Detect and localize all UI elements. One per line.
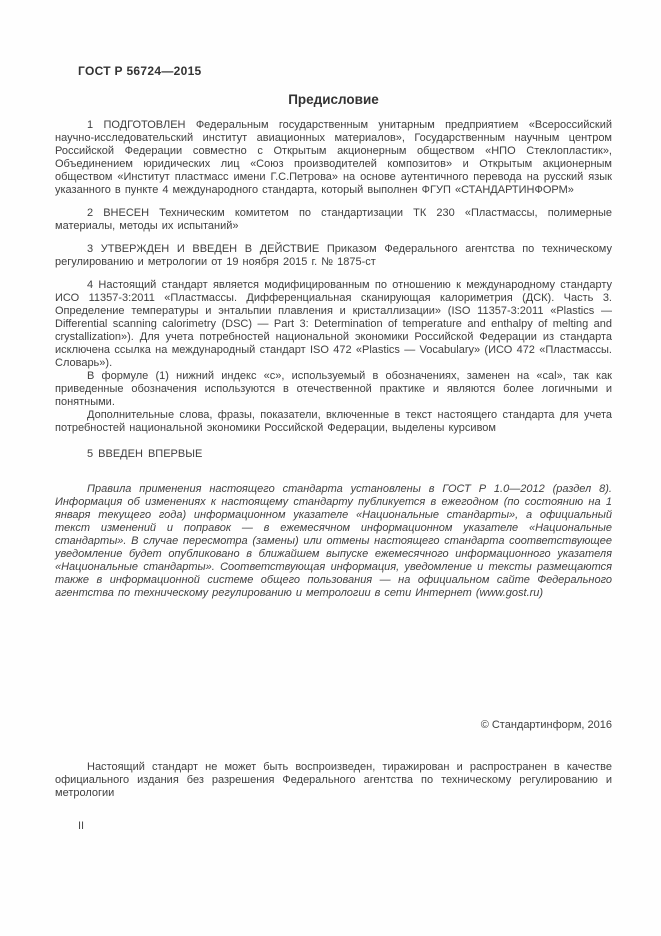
page-number: II [78, 820, 85, 832]
reproduction-restriction-note: Настоящий стандарт не может быть воспроизведен, тиражирован и распространен в качестве официального издания без разрешения Федерального агентства по техническому регулированию и метрологии [55, 761, 612, 799]
application-rules-note: Правила применения настоящего стандарта установлены в ГОСТ Р 1.0—2012 (раздел 8). Информация об изменениях к настоящему стандарту публикуется в ежегодном (по состоянию на 1 января текущего года) информационном указателе «Национальные стандарты», а официальный текст изменений и поправок — в ежемесячном информационном указателе «Национальные стандарты». В случае пересмотра (замены) или отмены настоящего стандарта соответствующее уведомление будет опубликовано в ближайшем выпуске ежемесячного информационного указателя «Национальные стандарты». Соответствующая информация, уведомление и тексты размещаются также в информационной системе общего пользования — на официальном сайте Федерального агентства по техническому регулированию и метрологии в сети Интернет (www.gost.ru) [55, 483, 612, 599]
paragraph-2-submitted-by: 2 ВНЕСЕН Техническим комитетом по стандартизации ТК 230 «Пластмассы, полимерные материалы, методы их испытаний» [55, 207, 612, 232]
paragraph-4-additional-words-note: Дополнительные слова, фразы, показатели, включенные в текст настоящего стандарта для учета потребностей национальной экономики Российской Федерации, выделены курсивом [55, 409, 612, 434]
paragraph-4-modified-standard: 4 Настоящий стандарт является модифицированным по отношению к международному стандарту ИСО 11357-3:2011 «Пластмассы. Дифференциальная сканирующая калориметрия (ДСК). Часть 3. Определение температуры и энтальпии плавления и кристаллизации» (ISO 11357-3:2011 «Plastics — Differential scanning calorimetry (DSC) — Part 3: Determination of temperature and enthalpy of melting and crystallization»). Для учета потребностей национальной экономики Российской Федерации из стандарта исключена ссылка на международный стандарт ISO 472 «Plastics — Vocabulary» (ИСО 472 «Пластмассы. Словарь»). [55, 279, 612, 369]
page-title: Предисловие [288, 92, 379, 107]
paragraph-5-introduced-first-time: 5 ВВЕДЕН ВПЕРВЫЕ [87, 448, 203, 460]
paragraph-1-prepared-by: 1 ПОДГОТОВЛЕН Федеральным государственным унитарным предприятием «Всероссийский научно-исследовательский институт авиационных материалов», Государственным научным центром Российской Федерации совместно с Открытым акционерным обществом «НПО Стеклопластик», Объединением юридических лиц «Союз производителей композитов» и Открытым акционерным обществом «Институт пластмасс имени Г.С.Петрова» на основе аутентичного перевода на русский язык указанного в пункте 4 международного стандарта, который выполнен ФГУП «СТАНДАРТИНФОРМ» [55, 119, 612, 196]
copyright-notice: © Стандартинформ, 2016 [480, 719, 612, 731]
paragraph-4-formula-note: В формуле (1) нижний индекс «с», используемый в обозначениях, заменен на «cal», так как приведенные обозначения используются в отечественной практике и являются более логичными и понятными. [55, 370, 612, 408]
paragraph-3-approved: 3 УТВЕРЖДЕН И ВВЕДЕН В ДЕЙСТВИЕ Приказом Федерального агентства по техническому регулированию и метрологии от 19 ноября 2015 г. № 1875-ст [55, 243, 612, 268]
doc-code-header: ГОСТ Р 56724—2015 [78, 64, 202, 78]
